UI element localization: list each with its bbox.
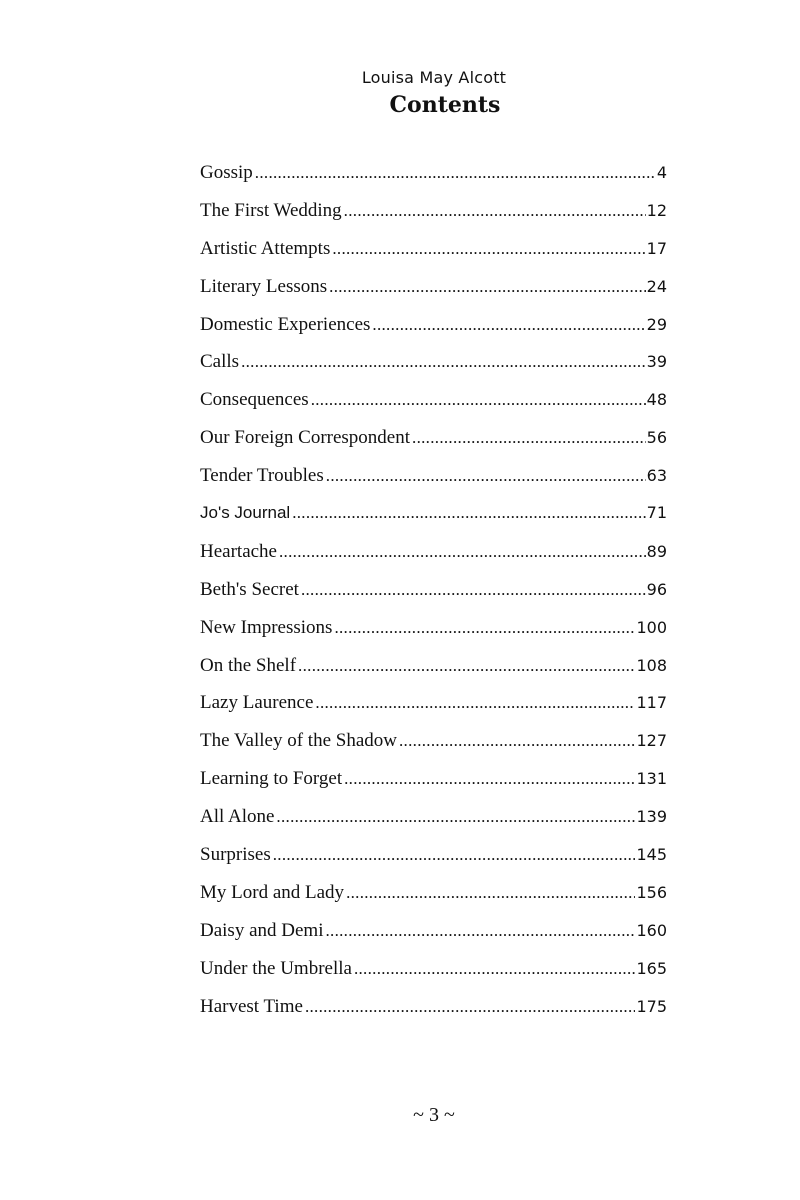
toc-entry-title: Daisy and Demi bbox=[200, 919, 324, 941]
toc-entry[interactable] bbox=[200, 920, 667, 958]
toc-entry-title: Surprises bbox=[200, 844, 271, 866]
dot-leader bbox=[326, 466, 646, 486]
toc-entry-page: 127 bbox=[636, 731, 667, 751]
toc-entry-page: 4 bbox=[656, 163, 667, 182]
toc-entry-page: 39 bbox=[646, 352, 667, 372]
toc-entry[interactable] bbox=[200, 314, 667, 352]
page-number: ~ 3 ~ bbox=[413, 1104, 455, 1126]
toc-entry-page: 56 bbox=[646, 428, 667, 448]
toc-entry-title: Under the Umbrella bbox=[200, 957, 352, 979]
toc-entry-title: The Valley of the Shadow bbox=[200, 730, 397, 752]
toc-entry[interactable] bbox=[200, 844, 667, 882]
toc-entry-page: 160 bbox=[636, 920, 667, 940]
toc-entry[interactable] bbox=[200, 276, 667, 314]
toc-entry-page: 145 bbox=[636, 845, 667, 865]
toc-entry-title: Harvest Time bbox=[200, 995, 303, 1017]
toc-entry-title: Literary Lessons bbox=[200, 275, 328, 297]
toc-entry[interactable] bbox=[200, 730, 667, 768]
toc-entry-title: All Alone bbox=[200, 806, 275, 828]
toc-entry-page: 17 bbox=[646, 238, 667, 258]
toc-entry[interactable] bbox=[200, 351, 667, 389]
toc-entry-title: Artistic Attempts bbox=[200, 237, 331, 259]
toc-entry-page: 100 bbox=[636, 617, 667, 637]
toc-entry[interactable] bbox=[200, 996, 667, 1034]
toc-entry-title: Gossip bbox=[200, 162, 253, 183]
toc-entry[interactable] bbox=[200, 200, 667, 238]
dot-leader bbox=[334, 618, 635, 638]
dot-leader bbox=[305, 997, 636, 1017]
dot-leader bbox=[344, 201, 646, 221]
toc-entry[interactable] bbox=[200, 617, 667, 655]
toc-entry[interactable] bbox=[200, 465, 667, 503]
page-title: Contents bbox=[389, 92, 501, 118]
dot-leader bbox=[315, 693, 635, 713]
table-of-contents bbox=[200, 162, 667, 1033]
toc-entry[interactable] bbox=[200, 238, 667, 276]
toc-entry-title: Lazy Laurence bbox=[200, 692, 314, 714]
toc-entry-page: 165 bbox=[636, 958, 667, 978]
toc-entry[interactable] bbox=[200, 692, 667, 730]
toc-entry-page: 89 bbox=[646, 541, 667, 561]
dot-leader bbox=[279, 542, 646, 562]
toc-entry[interactable] bbox=[200, 389, 667, 427]
dot-leader bbox=[311, 390, 646, 410]
toc-entry-title: On the Shelf bbox=[200, 654, 297, 676]
toc-entry-page: 12 bbox=[646, 200, 667, 220]
toc-entry-page: 108 bbox=[636, 655, 667, 675]
toc-entry-title: Calls bbox=[200, 351, 240, 373]
toc-entry[interactable] bbox=[200, 427, 667, 465]
toc-entry-title: Consequences bbox=[200, 389, 309, 411]
toc-entry-page: 175 bbox=[636, 996, 667, 1016]
dot-leader bbox=[255, 163, 656, 183]
toc-entry-page: 24 bbox=[646, 276, 667, 296]
toc-entry-page: 139 bbox=[636, 807, 667, 827]
toc-entry[interactable] bbox=[200, 541, 667, 579]
toc-entry-page: 48 bbox=[646, 390, 667, 410]
dot-leader bbox=[399, 731, 635, 751]
dot-leader bbox=[292, 503, 645, 523]
dot-leader bbox=[372, 315, 645, 335]
toc-entry-title: Learning to Forget bbox=[200, 768, 343, 790]
dot-leader bbox=[301, 580, 646, 600]
toc-entry-title: New Impressions bbox=[200, 616, 333, 638]
toc-entry-page: 29 bbox=[646, 314, 667, 334]
toc-entry-title: Heartache bbox=[200, 540, 277, 562]
toc-entry-title: Our Foreign Correspondent bbox=[200, 427, 411, 449]
dot-leader bbox=[276, 807, 635, 827]
dot-leader bbox=[273, 845, 636, 865]
toc-entry-title: Beth's Secret bbox=[200, 578, 299, 600]
dot-leader bbox=[346, 883, 635, 903]
dot-leader bbox=[325, 921, 635, 941]
toc-entry[interactable] bbox=[200, 655, 667, 693]
toc-entry-title: Domestic Experiences bbox=[200, 313, 371, 335]
toc-entry-page: 131 bbox=[636, 769, 667, 789]
dot-leader bbox=[332, 239, 645, 259]
toc-entry-page: 96 bbox=[646, 579, 667, 599]
toc-entry-title: My Lord and Lady bbox=[200, 881, 345, 903]
dot-leader bbox=[344, 769, 635, 789]
toc-entry-page: 156 bbox=[636, 882, 667, 902]
toc-entry[interactable] bbox=[200, 882, 667, 920]
toc-entry-page: 117 bbox=[636, 693, 667, 713]
author-name: Louisa May Alcott bbox=[361, 68, 507, 87]
toc-entry-title: The First Wedding bbox=[200, 199, 342, 221]
toc-entry[interactable] bbox=[200, 768, 667, 806]
toc-entry[interactable] bbox=[200, 958, 667, 996]
toc-entry[interactable] bbox=[200, 579, 667, 617]
toc-entry-page: 71 bbox=[646, 503, 667, 523]
toc-entry[interactable] bbox=[200, 162, 667, 200]
toc-entry-title: Jo's Journal bbox=[200, 503, 291, 523]
toc-entry-title: Tender Troubles bbox=[200, 465, 324, 487]
toc-entry[interactable] bbox=[200, 806, 667, 844]
dot-leader bbox=[241, 352, 646, 372]
dot-leader bbox=[354, 959, 636, 979]
dot-leader bbox=[329, 277, 645, 297]
toc-entry-page: 63 bbox=[646, 466, 667, 486]
dot-leader bbox=[412, 428, 646, 448]
dot-leader bbox=[298, 656, 635, 676]
toc-entry[interactable] bbox=[200, 503, 667, 541]
